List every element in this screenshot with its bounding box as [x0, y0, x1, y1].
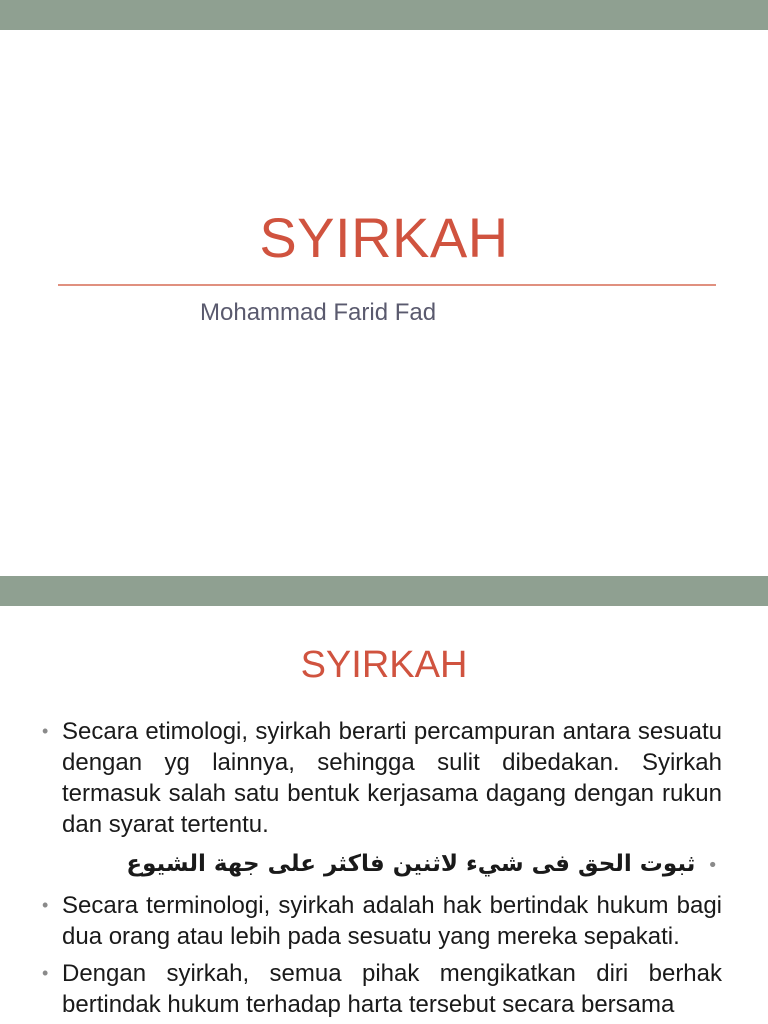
title-underline — [58, 284, 716, 286]
bullet-text: ثبوت الحق فى شيء لاثنين فاكثر على جهة الشيوع — [126, 851, 696, 877]
bullet-item-etimologi — [40, 716, 722, 840]
bullet-text: Secara terminologi, syirkah adalah hak bertindak hukum bagi dua orang atau lebih pada sesuatu yang mereka sepakati. — [62, 892, 722, 950]
content-slide — [0, 606, 768, 1024]
bullet-text: Dengan syirkah, semua pihak mengikatkan diri berhak bertindak hukum terhadap harta tersebut secara bersama — [62, 960, 722, 1018]
bullet-icon: • — [42, 721, 49, 741]
slide-title: SYIRKAH — [300, 644, 468, 686]
bullet-list — [40, 716, 722, 1024]
slide-title: SYIRKAH — [259, 206, 509, 269]
title-slide — [0, 30, 768, 576]
bullet-item-dengan-syirkah — [40, 958, 722, 1020]
bullet-item-arabic-definition — [40, 846, 722, 884]
slide-divider-bar — [0, 0, 768, 30]
slide-divider-bar — [0, 576, 768, 606]
slide-subtitle-author: Mohammad Farid Fad — [200, 299, 437, 326]
bullet-icon: • — [42, 895, 49, 915]
bullet-text: Secara etimologi, syirkah berarti percampuran antara sesuatu dengan yg lainnya, sehingga sulit dibedakan. Syirkah termasuk salah satu bentuk kerjasama dagang dengan rukun dan syarat tertentu. — [62, 718, 722, 838]
bullet-icon: • — [42, 963, 49, 983]
bullet-item-terminologi — [40, 890, 722, 952]
bullet-icon: • — [707, 855, 718, 876]
